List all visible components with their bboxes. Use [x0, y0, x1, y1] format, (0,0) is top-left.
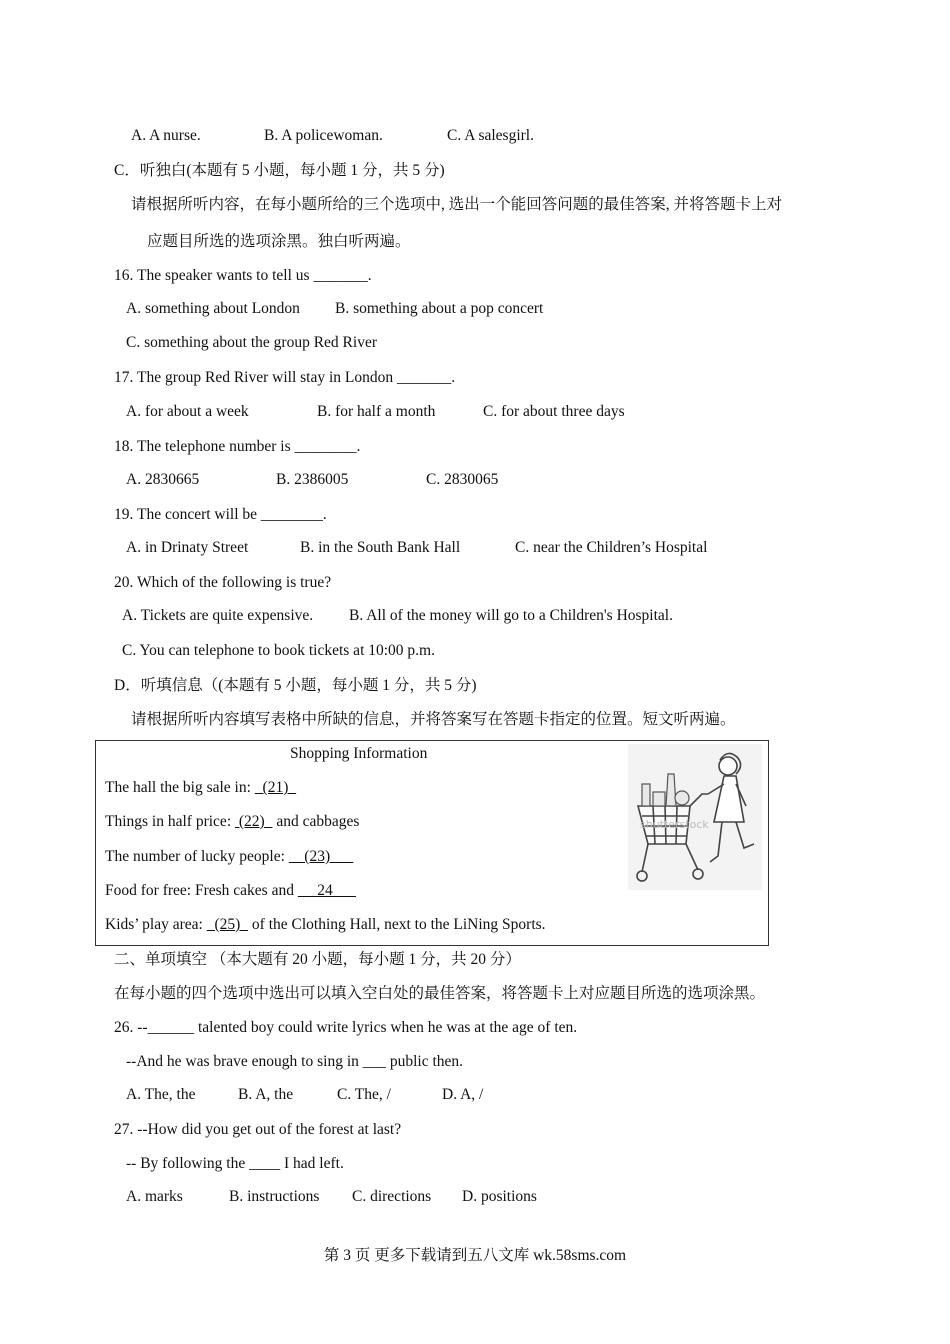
q15-option-c: C. A salesgirl.	[447, 127, 534, 144]
blank-21: (21)	[254, 779, 297, 796]
q27-option-d: D. positions	[462, 1188, 537, 1205]
q27-line-1: 27. --How did you get out of the forest at last?	[114, 1121, 402, 1138]
q26-option-c: C. The, /	[337, 1086, 391, 1103]
q20-option-b: B. All of the money will go to a Children's Hospital.	[349, 607, 673, 624]
part2-heading: 二、单项填空 （本大题有 20 小题，每小题 1 分，共 20 分）	[114, 951, 521, 968]
q27-option-b: B. instructions	[229, 1188, 320, 1205]
blank-24: 24	[297, 882, 356, 899]
q17-option-a: A. for about a week	[126, 403, 249, 420]
q16-option-c: C. something about the group Red River	[126, 334, 377, 351]
q16-option-b: B. something about a pop concert	[335, 300, 544, 317]
q26-line-1: 26. --______ talented boy could write lyrics when he was at the age of ten.	[114, 1019, 578, 1036]
q17-stem: 17. The group Red River will stay in London _______.	[114, 369, 456, 386]
info-row-hall	[105, 778, 296, 798]
info-suffix: and cabbages	[272, 813, 360, 830]
shutterstock-watermark: shutterstock	[640, 818, 709, 831]
part2-instruction: 在每小题的四个选项中选出可以填入空白处的最佳答案，将答题卡上对应题目所选的选项涂黑。	[114, 985, 766, 1002]
shopper-with-cart-image	[628, 744, 762, 890]
q26-option-a: A. The, the	[126, 1086, 196, 1103]
blank-23: (23)	[288, 848, 354, 865]
q27-option-a: A. marks	[126, 1188, 183, 1205]
q20-option-a: A. Tickets are quite expensive.	[122, 607, 314, 624]
q19-option-a: A. in Drinaty Street	[126, 539, 249, 556]
page-footer: 第 3 页 更多下载请到五八文库 wk.58sms.com	[323, 1247, 627, 1264]
shopping-info-title: Shopping Information	[290, 745, 428, 762]
blank-25: (25)	[206, 916, 249, 933]
q15-option-b: B. A policewoman.	[264, 127, 383, 144]
q20-option-c: C. You can telephone to book tickets at 10:00 p.m.	[122, 642, 435, 659]
q26-option-b: B. A, the	[238, 1086, 294, 1103]
section-c-instruction-1: 请根据所听内容，在每小题所给的三个选项中, 选出一个能回答问题的最佳答案, 并将答题卡上对	[131, 196, 783, 213]
q26-option-d: D. A, /	[442, 1086, 484, 1103]
q19-option-c: C. near the Children’s Hospital	[515, 539, 708, 556]
info-label: Food for free: Fresh cakes and	[105, 882, 298, 899]
q18-option-a: A. 2830665	[126, 471, 200, 488]
q16-option-a: A. something about London	[126, 300, 300, 317]
q16-stem: 16. The speaker wants to tell us _______.	[114, 267, 372, 284]
info-label: The hall the big sale in:	[105, 779, 255, 796]
q18-option-c: C. 2830065	[426, 471, 499, 488]
info-row-half-price	[105, 812, 359, 832]
q27-line-2: -- By following the ____ I had left.	[126, 1155, 344, 1172]
q26-line-2: --And he was brave enough to sing in ___ public then.	[126, 1053, 464, 1070]
q17-option-c: C. for about three days	[483, 403, 625, 420]
q15-option-a: A. A nurse.	[131, 127, 201, 144]
info-label: The number of lucky people:	[105, 848, 289, 865]
info-row-free-food	[105, 881, 356, 901]
info-label: Kids’ play area:	[105, 916, 207, 933]
q27-option-c: C. directions	[352, 1188, 432, 1205]
q19-stem: 19. The concert will be ________.	[114, 506, 327, 523]
info-suffix: of the Clothing Hall, next to the LiNing Sports.	[248, 916, 546, 933]
q18-option-b: B. 2386005	[276, 471, 349, 488]
section-d-instruction: 请根据所听内容填写表格中所缺的信息，并将答案写在答题卡指定的位置。短文听两遍。	[131, 711, 736, 728]
section-d-heading: D．听填信息（(本题有 5 小题，每小题 1 分，共 5 分)	[114, 677, 477, 694]
info-row-kids-area	[105, 915, 546, 935]
blank-22: (22)	[235, 813, 273, 830]
q17-option-b: B. for half a month	[317, 403, 436, 420]
q18-stem: 18. The telephone number is ________.	[114, 438, 361, 455]
section-c-instruction-2: 应题目所选的选项涂黑。独白听两遍。	[147, 233, 411, 250]
q20-stem: 20. Which of the following is true?	[114, 574, 332, 591]
section-c-heading: C．听独白(本题有 5 小题，每小题 1 分，共 5 分)	[114, 162, 445, 179]
info-label: Things in half price:	[105, 813, 235, 830]
q19-option-b: B. in the South Bank Hall	[300, 539, 461, 556]
info-row-lucky-people	[105, 847, 353, 867]
